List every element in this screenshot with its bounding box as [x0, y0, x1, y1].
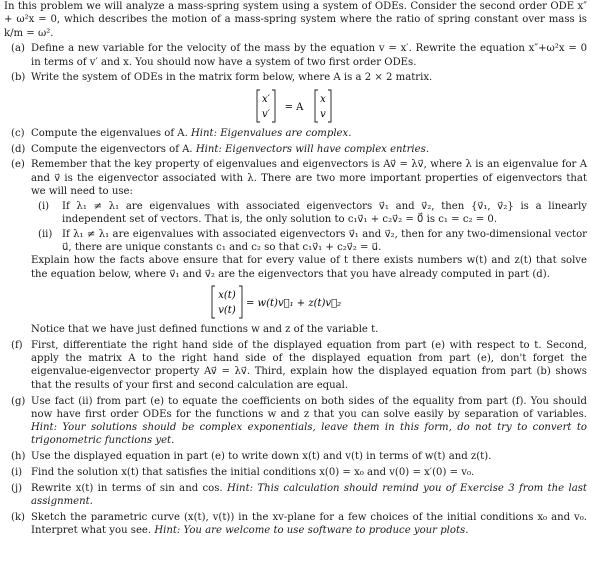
part-c-label: (c) [11, 127, 25, 139]
part-d-hint: Hint: Eigenvectors will have complex entries. [195, 143, 430, 155]
part-g-text: Use fact (ii) from part (e) to equate the coefficients on both sides of the equality from part (f). You should now have first order ODEs for the functions w and z that you can solve easily by separation of variables. [31, 395, 587, 420]
part-b [4, 71, 587, 84]
vector-equation-svg [211, 284, 381, 320]
matrix-rhs-bot: v [319, 108, 326, 120]
vector-rhs: = w(t)v⃗₁ + z(t)v⃗₂ [245, 298, 341, 310]
part-j-text: Rewrite x(t) in terms of sin and cos. [31, 482, 223, 494]
part-j-label: (j) [11, 482, 23, 494]
matrix-form-svg [256, 88, 336, 124]
part-e-ii-label: (ii) [38, 228, 53, 240]
matrix-equation [4, 88, 587, 124]
part-i-text: Find the solution x(t) that satisfies the initial conditions x(0) = x₀ and v(0) = x′(0) = v₀. [31, 467, 475, 479]
matrix-rhs-top: x [319, 93, 326, 105]
part-d-label: (d) [11, 143, 26, 155]
part-k-hint: Hint: You are welcome to use software to produce your plots. [154, 525, 469, 537]
matrix-lhs-top: x′ [261, 93, 270, 105]
eigen-decomposition-equation [4, 284, 587, 320]
part-e-note: Notice that we have just defined functions w and z of the variable t. [31, 324, 379, 336]
part-g [4, 395, 587, 448]
part-k-label: (k) [11, 511, 25, 523]
part-a-text: Define a new variable for the velocity of the mass by the equation v = x′. Rewrite the equation x″+ω²x = 0 in terms of v′ and x. You should now have a system of two first order ODEs. [31, 43, 587, 68]
part-e-i-text: If λ₁ ≠ λ₁ are eigenvalues with associated eigenvectors v⃗₁ and v⃗₂, then {v⃗₁, v⃗₂} is a linearly independent set of vectors. That is, the only solution to c₁v⃗₁ + c₂v⃗₂ = 0⃗ is c₁ = c₂ = 0. [62, 200, 587, 226]
intro-paragraph [4, 0, 587, 40]
part-e-continuation: Explain how the facts above ensure that for every value of t there exists numbers w(t) and z(t) that solve the equation below, where v⃗₁ and v⃗₂ are the eigenvectors that you have already computed in part (d). [31, 255, 587, 280]
part-a [4, 42, 587, 69]
part-d [4, 143, 587, 156]
part-i [4, 466, 587, 479]
part-k [4, 511, 587, 538]
part-e-text: Remember that the key property of eigenvalues and eigenvectors is Av⃗ = λv⃗, where λ is an eigenvalue for A and v⃗ is the eigenvector associated with λ. There are two more important properties of eigenvectors that we will need to use: [31, 159, 587, 197]
part-c [4, 127, 587, 140]
intro-line-3: is k/m = ω². [4, 14, 587, 39]
part-h [4, 450, 587, 463]
part-b-text: Write the system of ODEs in the matrix form below, where A is a 2 × 2 matrix. [31, 72, 433, 84]
part-e-i [4, 200, 587, 227]
part-e [4, 158, 587, 198]
part-d-text: Compute the eigenvectors of A. [31, 143, 193, 155]
vector-bot: v(t) [217, 305, 236, 317]
matrix-lhs-bot: v′ [261, 108, 270, 120]
part-f-text: First, differentiate the right hand side of the displayed equation from part (e) with respect to t. Second, apply the matrix A to the right hand side of the displayed equation from part (e), don't forget the eigenvalue-eigenvector property Av⃗ = λv⃗. Third, explain how the displayed equation from part (b) shows that the results of your first and second calculation are equal. [31, 339, 587, 391]
intro-line-1: In this problem we will analyze a mass-spring system using a system of ODEs. Consider the second order ODE [4, 1, 575, 12]
part-e-i-label: (i) [38, 200, 50, 212]
part-j-hint: Hint: This calculation should remind you of Exercise 3 from the last assignment. [31, 482, 587, 508]
vector-top: x(t) [217, 290, 236, 302]
part-f [4, 339, 587, 392]
part-e-ii [4, 228, 587, 255]
part-c-text: Compute the eigenvalues of A. [31, 127, 188, 139]
part-e-ii-text: If λ₁ ≠ λ₁ are eigenvalues with associated eigenvectors v⃗₁ and v⃗₂, then for any two-dimensional vector u⃗, there are unique constants c₁ and c₂ so that c₁v⃗₁ + c₂v⃗₂ = u⃗. [62, 228, 587, 254]
part-i-label: (i) [11, 467, 23, 479]
part-e-label: (e) [11, 159, 25, 171]
part-k-text: Sketch the parametric curve (x(t), v(t)) in the xv-plane for a few choices of the initial conditions x₀ and v₀. Interpret what you see. [31, 511, 587, 537]
part-g-label: (g) [11, 395, 26, 407]
matrix-equals-a: = A [284, 101, 303, 113]
part-f-label: (f) [11, 339, 23, 351]
part-j [4, 482, 587, 509]
part-g-hint: Hint: Your solutions should be complex exponentials, leave them in this form, do not try to convert to trigonometric functions yet. [31, 422, 587, 447]
intro-line-2: x″ + ω²x = 0, which describes the motion of a mass-spring system where the ratio of spring constant over mass [4, 1, 587, 26]
part-h-text: Use the displayed equation in part (e) to write down x(t) and v(t) in terms of w(t) and z(t). [31, 451, 492, 463]
part-a-label: (a) [11, 43, 25, 55]
part-c-hint: Hint: Eigenvalues are complex. [191, 127, 352, 139]
part-b-label: (b) [11, 72, 26, 84]
part-h-label: (h) [11, 451, 26, 463]
